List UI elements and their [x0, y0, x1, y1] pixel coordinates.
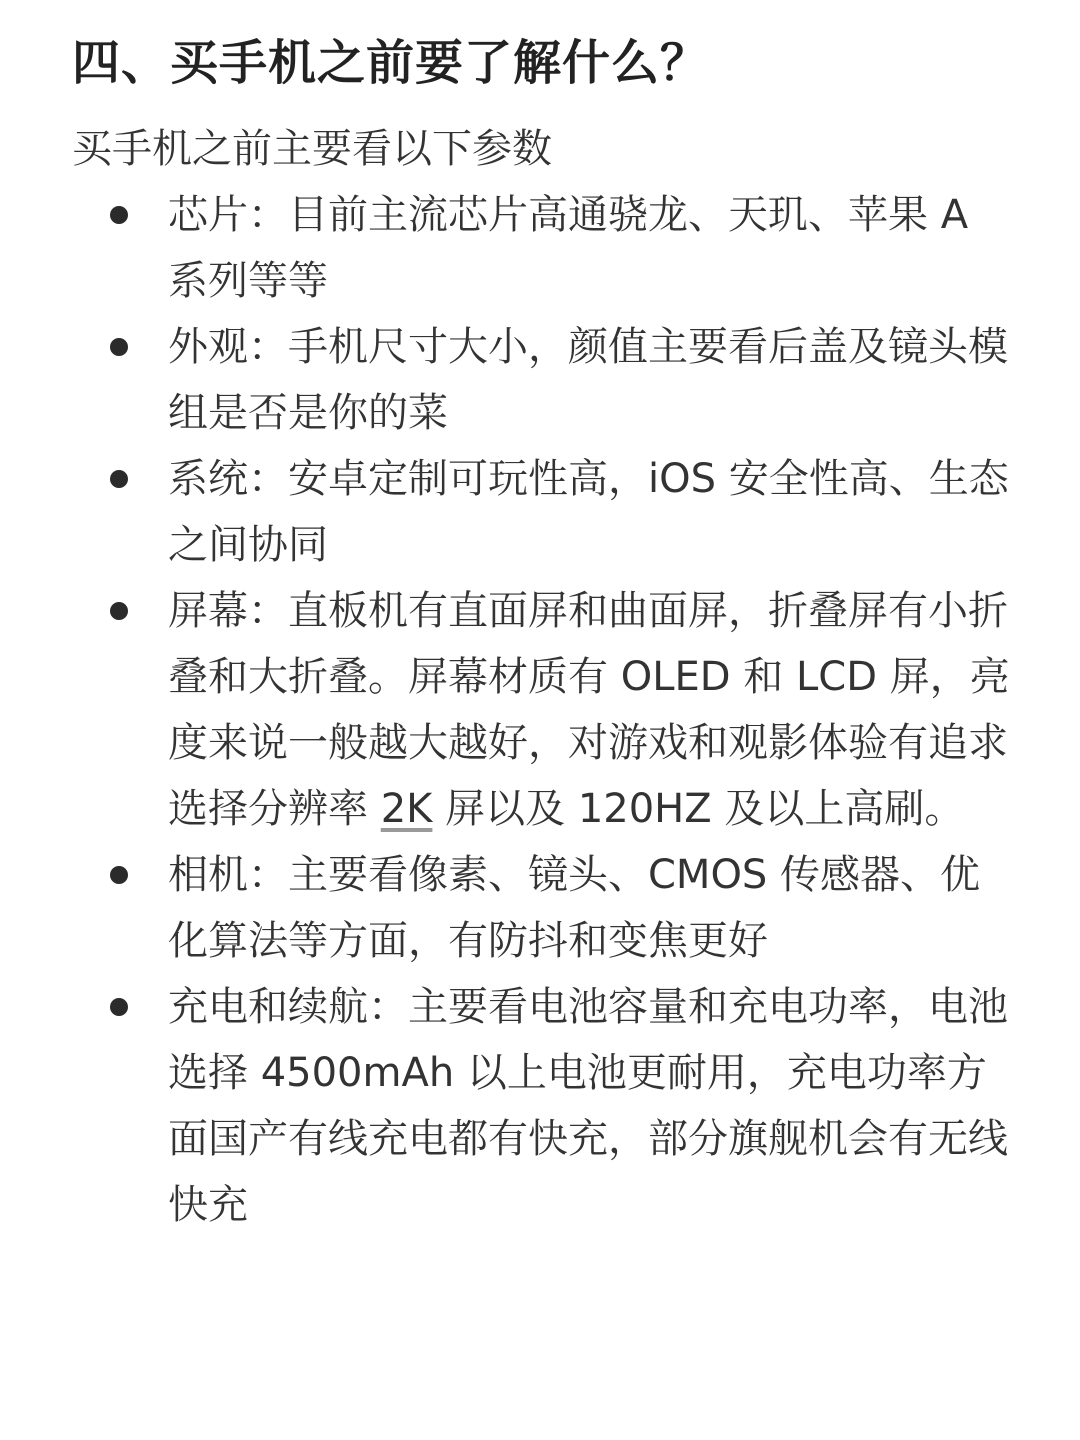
list-item-text: 屏以及 120HZ 及以上高刷。 — [432, 786, 965, 832]
resolution-link[interactable]: 2K — [380, 786, 433, 832]
list-item-chip — [72, 182, 1020, 314]
bullet-icon — [110, 866, 128, 884]
list-item-camera — [72, 842, 1020, 974]
list-item-text: 芯片：目前主流芯片高通骁龙、天玑、苹果 A 系列等等 — [168, 192, 969, 304]
list-item-system — [72, 446, 1020, 578]
list-item-text: 相机：主要看像素、镜头、CMOS 传感器、优化算法等方面，有防抖和变焦更好 — [168, 852, 981, 964]
intro-text: 买手机之前主要看以下参数 — [72, 126, 552, 172]
bullet-icon — [110, 206, 128, 224]
section-title: 四、买手机之前要了解什么？ — [72, 35, 710, 91]
parameter-list — [72, 182, 1020, 1238]
list-item-appearance — [72, 314, 1020, 446]
list-item-screen — [72, 578, 1020, 842]
bullet-icon — [110, 338, 128, 356]
bullet-icon — [110, 602, 128, 620]
list-item-text: 充电和续航：主要看电池容量和充电功率，电池选择 4500mAh 以上电池更耐用，充电功率方面国产有线充电都有快充，部分旗舰机会有无线快充 — [168, 984, 1008, 1228]
list-item-text: 屏幕：直板机有直面屏和曲面屏，折叠屏有小折叠和大折叠。屏幕材质有 OLED 和 LCD 屏，亮度来说一般越大越好，对游戏和观影体验有追求选择分辨率 — [168, 588, 1010, 832]
list-item-text: 外观：手机尺寸大小，颜值主要看后盖及镜头模组是否是你的菜 — [168, 324, 1008, 436]
bullet-icon — [110, 470, 128, 488]
list-item-text: 系统：安卓定制可玩性高，iOS 安全性高、生态之间协同 — [168, 456, 1009, 568]
bullet-icon — [110, 998, 128, 1016]
list-item-battery — [72, 974, 1020, 1238]
